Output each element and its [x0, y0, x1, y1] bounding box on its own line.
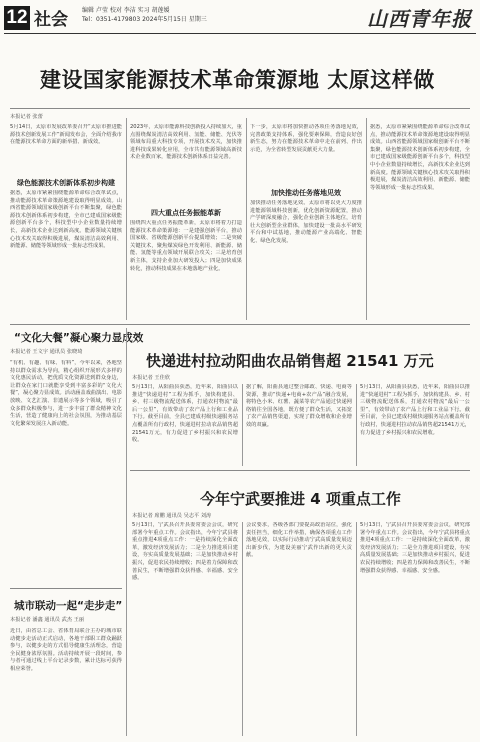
byline-express: 本报记者 王佳欣: [132, 375, 170, 381]
column-rule: [356, 384, 357, 466]
energy-text-e: 加快推动任务落地见效。太原市将以更大力度推进能源领域科技创新，优化创新资源配置，推动产学研深度融合，强化企业创新主体地位，培育壮大创新型企业群体，加快建设一批高水平研发平台和中试基地，推动能源产业高端化、智能化、绿色化发展。: [250, 200, 362, 244]
newspaper-logo: 山西青年报: [367, 7, 472, 31]
section-divider: [10, 324, 470, 325]
energy-text-a: 据悉，太原市紧紧围绕能源革命综合改革试点，推动能源技术革命策源地建设取得明显成效。山西省能源领域国家级创新平台不断集聚，绿色能源技术创新体系初步构建，全市已建成国家级能源创新平台多个，科技型中小企业数量持续增长，高新技术企业达到新高度。能源领域关键核心技术攻关取得积极进展，煤炭清洁高效利用、新能源、储能等领域形成一批标志性成果。: [10, 190, 122, 250]
header-rule: [4, 33, 476, 34]
byline-energy: 本报记者 张蕾: [10, 114, 43, 120]
section-title: 社会: [34, 10, 68, 30]
page-number: 12: [4, 6, 30, 30]
column-rule: [242, 384, 243, 466]
express-text-b: 据了解，阳曲县通过整合邮政、快递、电商等资源，推动“快递+电商+农产品”融合发展，将特色小米、红薯、蔬菜等农产品通过快递网络销往全国各地，既方便了群众生活，又拓宽了农产品销售渠道，实现了群众增收和企业增效的双赢。: [246, 384, 352, 428]
article-divider: [10, 588, 122, 589]
express-text-c: 5月13日，从阳曲县获悉，近年来，阳曲县以推进“快递进村”工程为抓手，加快构建县、乡、村三级物流配送体系，打通农村物流“最后一公里”，有效带动了农产品上行和工业品下行。截至目前，全县已建成村级快递服务站点覆盖所有行政村，快递进村拉动农品销售超21541万元，有力促进了乡村振兴和农民增收。: [360, 384, 470, 436]
section-divider: [130, 470, 470, 471]
subhead-energy-1: 绿色能源技术创新体系初步构建: [17, 179, 115, 187]
subhead-energy-2: 四大重点任务振能革新: [151, 209, 221, 217]
column-rule: [242, 522, 243, 736]
energy-text-f: 据悉，太原市紧紧围绕能源革命综合改革试点，推动能源技术革命策源地建设取得明显成效。山西省能源领域国家级创新平台不断集聚，绿色能源技术创新体系初步构建，全市已建成国家级能源创新平台多个，科技型中小企业数量持续增长，高新技术企业达到新高度。能源领域关键核心技术攻关取得积极进展，煤炭清洁高效利用、新能源、储能等领域形成一批标志性成果。: [370, 124, 470, 191]
express-text-a: 5月13日，从阳曲县获悉，近年来，阳曲县以推进“快递进村”工程为抓手，加快构建县、乡、村三级物流配送体系，打通农村物流“最后一公里”，有效带动了农产品上行和工业品下行。截至目前，全县已建成村级快递服务站点覆盖所有行政村，快递进村拉动农品销售超21541万元，有力促进了乡村振兴和农民增收。: [132, 384, 238, 444]
energy-text-d: 下一步，太原市将加快推动各项任务落地见效，完善政策支持体系，强化要素保障，营造良好创新生态，努力在能源技术革命中走在前列、作出示范，为全省转型发展贡献更大力量。: [250, 124, 362, 153]
byline-city-walk: 本报记者 潘鑫 通讯员 武杰 王丽: [10, 617, 85, 623]
culture-text: “有机、有趣、有味、有料”，今年以来，各地坚持以群众需求为导向，精心组织开展形式多样的文化惠民活动，把优质文化资源送到群众身边，让群众在家门口就能享受到丰富多彩的“文化大餐”，凝心聚力显成效。活动涵盖戏曲演出、电影放映、文艺汇演、非遗展示等多个领域，吸引了众多群众积极参与，进一步丰富了群众精神文化生活，营造了健康向上的社会氛围，为推动基层文化繁荣发展注入新动能。: [10, 360, 122, 427]
headline-city-walk: 城市联动一起“走步走”: [14, 600, 123, 612]
ningwu-text-c: 5月13日，宁武县召开县委常委会会议，研究部署今年重点工作。会议指出，今年宁武县将重点推进4项重点工作：一是持续深化全面改革，激发经济发展活力；二是全力推进项目建设，夯实高质量发展基础；三是加快推动乡村振兴，促进农民持续增收；四是着力保障和改善民生，不断增强群众获得感、幸福感、安全感。: [360, 522, 470, 574]
headline-energy: 建设国家能源技术革命策源地 太原这样做: [40, 68, 435, 92]
energy-text-c: 围绕四大重点任务振能革新，太原市将着力打造能源技术革命策源地：一是建强创新平台，推动国家级、省级能源创新平台提质增效；二是突破关键技术，聚焦煤炭绿色开发利用、新能源、储能、氢能等重点领域开展联合攻关；三是培育创新主体，支持企业加大研发投入；四是加快成果转化，推动科技成果在本地落地产业化。: [130, 220, 242, 272]
editor-line: 编辑 卢莹 校对 李洁 实习 胡莲媛: [82, 7, 170, 14]
column-rule: [366, 118, 367, 320]
column-rule: [246, 118, 247, 320]
energy-text-b: 2023年，太原市能源科技创新投入持续加大，重点围绕煤炭清洁高效利用、氢能、储能、光伏等领域布局重大科技专项，开展技术攻关，加快推进科技成果转化应用，全市共有能源领域高新技术企业数百家，能源技术创新体系日益完善。: [130, 124, 242, 161]
subhead-energy-3: 加快推动任务落地见效: [271, 189, 341, 197]
ningwu-text-b: 会议要求，各级各部门要提高政治站位，强化责任担当，细化工作举措，确保各项重点工作落地见效，以实际行动推动宁武高质量发展迈出新步伐，为建设美丽宁武作出新的更大贡献。: [246, 522, 352, 559]
headline-ningwu: 今年宁武要推进 4 项重点工作: [200, 490, 401, 508]
headline-rule: [10, 108, 470, 109]
byline-culture: 本报记者 王文宇 通讯员 张晓琦: [10, 349, 83, 355]
column-rule: [356, 522, 357, 736]
headline-express: 快递进村拉动阳曲农品销售超 21541 万元: [146, 352, 434, 370]
ningwu-text-a: 5月13日，宁武县召开县委常委会会议，研究部署今年重点工作。会议指出，今年宁武县将重点推进4项重点工作：一是持续深化全面改革，激发经济发展活力；二是全力推进项目建设，夯实高质量发展基础；三是加快推动乡村振兴，促进农民持续增收；四是着力保障和改善民生，不断增强群众获得感、幸福感、安全感。: [132, 522, 238, 582]
headline-culture: “文化大餐”凝心聚力显成效: [14, 332, 144, 344]
byline-ningwu: 本报记者 席鹏 通讯员 吴志平 刘涛: [132, 513, 212, 519]
column-rule: [126, 328, 127, 736]
column-rule: [126, 118, 127, 320]
city-walk-text: 近日，由省总工会、省体育局联合主办的城市联动健步走活动正式启动，各地干部职工群众踊跃参与，以健步走的方式倡导健康生活理念，营造全民健身浓厚氛围。活动持续开展一段时间，参与者可通过线上平台记录步数，累计达标可获得相应荣誉。: [10, 628, 122, 672]
energy-lead: 5月14日，太原市发展改革委召开“太原市推进能源技术创新发展工作”新闻发布会，全面介绍我市在能源技术革命方面的新举措、新成效。: [10, 124, 122, 146]
date-line: Tel：0351-4179803 2024年5月15日 星期三: [82, 16, 207, 23]
